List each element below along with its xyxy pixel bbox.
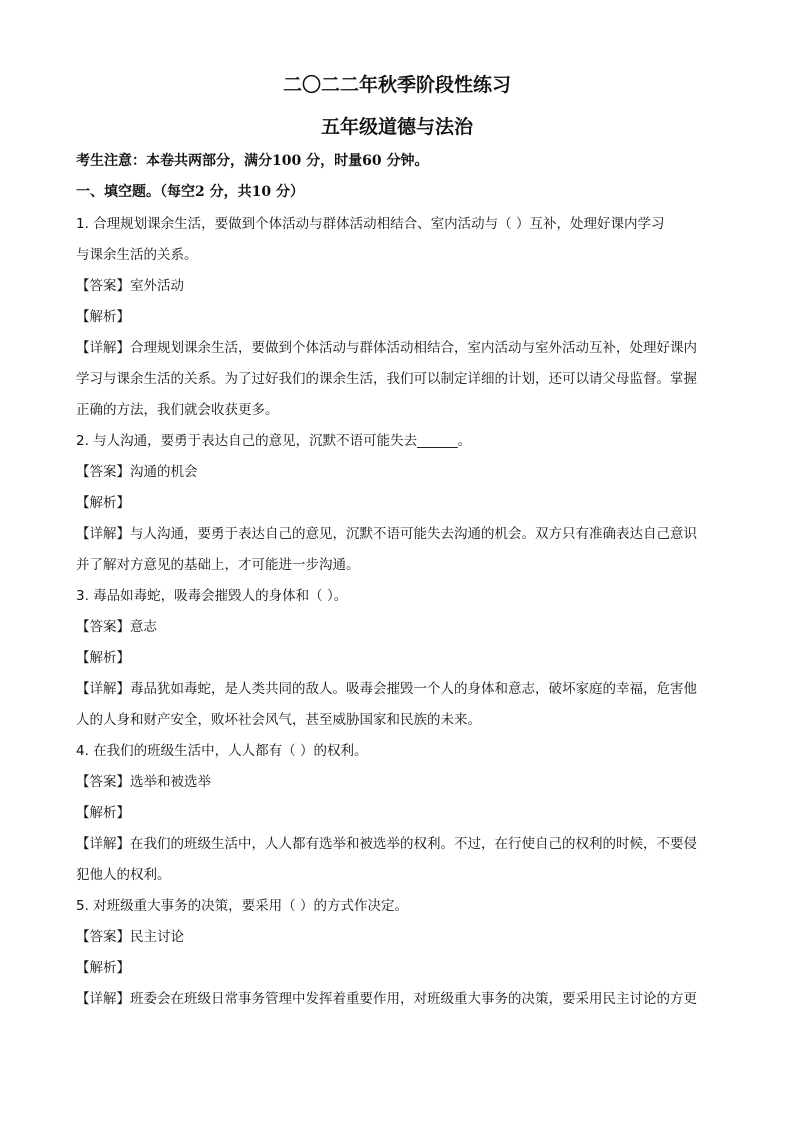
text-line: 【答案】室外活动 <box>76 278 184 294</box>
text-line: 【解析】 <box>76 960 130 976</box>
text-line: 【解析】 <box>76 805 130 821</box>
document-subtitle: 五年级道德与法治 <box>320 116 473 138</box>
text-line: 3. 毒品如毒蛇，吸毒会摧毁人的身体和（ ）。 <box>76 588 348 604</box>
text-line: 4. 在我们的班级生活中，人人都有（ ）的权利。 <box>76 743 368 759</box>
text-line: 人的人身和财产安全，败坏社会风气，甚至威胁国家和民族的未来。 <box>76 712 481 728</box>
text-line: 【详解】在我们的班级生活中，人人都有选举和被选举的权利。不过，在行使自己的权利的时候，不要侵 <box>76 836 697 852</box>
text-line: 犯他人的权利。 <box>76 867 171 883</box>
text-line: 【答案】选举和被选举 <box>76 774 211 790</box>
text-line: 【详解】毒品犹如毒蛇，是人类共同的敌人。吸毒会摧毁一个人的身体和意志，破坏家庭的幸福，危害他 <box>76 681 697 697</box>
text-line: 【解析】 <box>76 495 130 511</box>
text-line: 学习与课余生活的关系。为了过好我们的课余生活，我们可以制定详细的计划，还可以请父母监督。掌握 <box>76 371 697 387</box>
text-line: 【答案】民主讨论 <box>76 929 184 945</box>
text-line: 【详解】班委会在班级日常事务管理中发挥着重要作用，对班级重大事务的决策，要采用民主讨论的方更 <box>76 991 697 1007</box>
text-line: 5. 对班级重大事务的决策，要采用（ ）的方式作决定。 <box>76 898 408 914</box>
document-title: 二〇二二年秋季阶段性练习 <box>282 74 511 96</box>
text-line: 【答案】沟通的机会 <box>76 464 198 480</box>
exam-notice: 考生注意：本卷共两部分，满分100 分，时量60 分钟。 <box>76 153 429 169</box>
text-line: 【详解】合理规划课余生活，要做到个体活动与群体活动相结合，室内活动与室外活动互补，处理好课内 <box>76 340 697 356</box>
text-line: 2. 与人沟通，要勇于表达自己的意见，沉默不语可能失去______。 <box>76 433 472 449</box>
text-line: 【解析】 <box>76 309 130 325</box>
text-line: 【详解】与人沟通，要勇于表达自己的意见，沉默不语可能失去沟通的机会。双方只有准确表达自己意识 <box>76 526 697 542</box>
text-line: 正确的方法，我们就会收获更多。 <box>76 402 279 418</box>
text-line: 与课余生活的关系。 <box>76 247 198 263</box>
text-line: 并了解对方意见的基础上，才可能进一步沟通。 <box>76 557 360 573</box>
text-line: 【解析】 <box>76 650 130 666</box>
text-line: 1. 合理规划课余生活，要做到个体活动与群体活动相结合、室内活动与（ ）互补，处理好课内学习 <box>76 216 665 232</box>
text-line: 【答案】意志 <box>76 619 157 635</box>
section-heading: 一、填空题。（每空2 分，共10 分） <box>76 184 304 200</box>
